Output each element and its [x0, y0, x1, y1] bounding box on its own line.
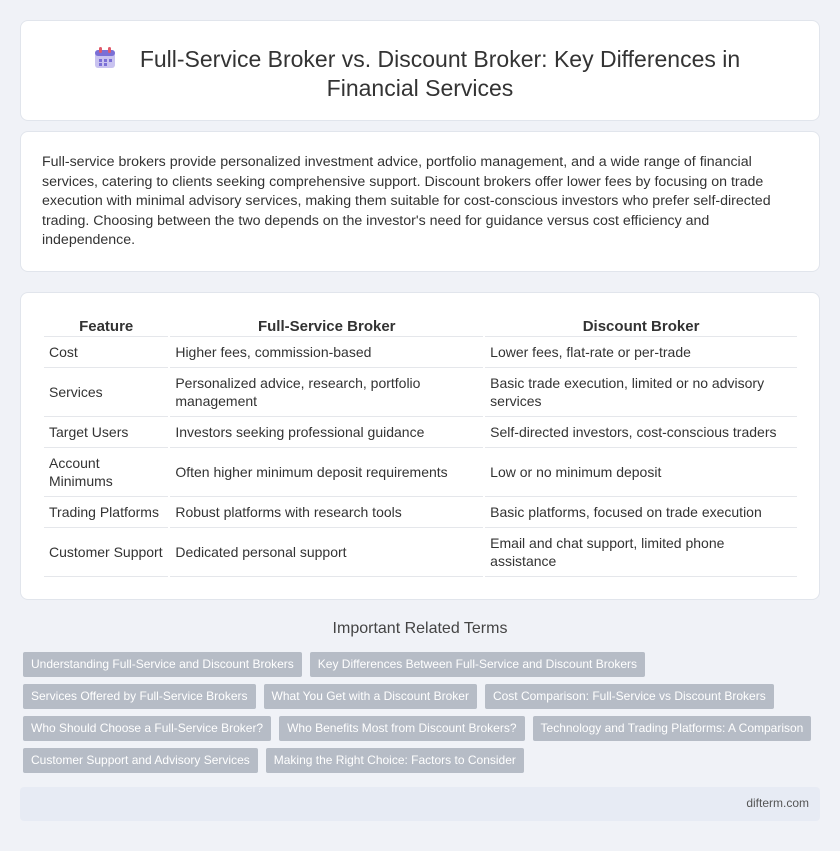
discount-cell: Low or no minimum deposit — [485, 448, 797, 497]
related-term-tag[interactable]: Key Differences Between Full-Service and Discount Brokers — [310, 652, 645, 677]
related-term-tag[interactable]: What You Get with a Discount Broker — [264, 684, 477, 709]
discount-cell: Basic trade execution, limited or no advisory services — [485, 368, 797, 417]
related-term-tag[interactable]: Making the Right Choice: Factors to Consider — [266, 748, 524, 773]
intro-card — [20, 131, 820, 272]
discount-cell: Lower fees, flat-rate or per-trade — [485, 337, 797, 368]
table-row — [44, 337, 797, 368]
feature-cell: Account Minimums — [44, 448, 168, 497]
full-service-cell: Dedicated personal support — [170, 528, 483, 577]
discount-cell: Email and chat support, limited phone assistance — [485, 528, 797, 577]
table-row — [44, 448, 797, 497]
feature-cell: Target Users — [44, 417, 168, 448]
table-row — [44, 368, 797, 417]
related-term-tag[interactable]: Technology and Trading Platforms: A Comparison — [533, 716, 812, 741]
related-terms-heading: Important Related Terms — [332, 620, 508, 637]
page-title: Full-Service Broker vs. Discount Broker: Key Differences in Financial Services — [139, 46, 741, 101]
site-name[interactable]: difterm.com — [746, 796, 809, 810]
related-term-tag[interactable]: Who Should Choose a Full-Service Broker? — [23, 716, 271, 741]
related-term-tag[interactable]: Understanding Full-Service and Discount Brokers — [23, 652, 302, 677]
feature-cell: Cost — [44, 337, 168, 368]
feature-cell: Customer Support — [44, 528, 168, 577]
table-row — [44, 528, 797, 577]
related-term-tag[interactable]: Services Offered by Full-Service Brokers — [23, 684, 256, 709]
discount-cell: Self-directed investors, cost-conscious traders — [485, 417, 797, 448]
table-header-row — [44, 315, 797, 337]
related-terms-list — [23, 652, 823, 780]
related-term-tag[interactable]: Cost Comparison: Full-Service vs Discount Brokers — [485, 684, 774, 709]
related-term-tag[interactable]: Who Benefits Most from Discount Brokers? — [279, 716, 524, 741]
comparison-card — [20, 292, 820, 600]
table-row — [44, 417, 797, 448]
header-discount: Discount Broker — [485, 315, 797, 337]
full-service-cell: Robust platforms with research tools — [170, 497, 483, 528]
header-card — [20, 20, 820, 121]
full-service-cell: Personalized advice, research, portfolio management — [170, 368, 483, 417]
discount-cell: Basic platforms, focused on trade execution — [485, 497, 797, 528]
header-feature: Feature — [44, 315, 168, 337]
header-full-service: Full-Service Broker — [170, 315, 483, 337]
full-service-cell: Higher fees, commission-based — [170, 337, 483, 368]
footer — [20, 787, 820, 821]
intro-paragraph: Full-service brokers provide personalized investment advice, portfolio management, and a wide range of financial services, catering to clients seeking comprehensive support. Discount brokers offer lower fees by focusing on trade execution with minimal advisory services, making them suitable for cost-conscious investors who prefer self-directed trading. Choosing between the two depends on the investor's need for guidance versus cost efficiency and independence. — [42, 154, 771, 249]
feature-cell: Trading Platforms — [44, 497, 168, 528]
comparison-table — [42, 315, 799, 577]
related-term-tag[interactable]: Customer Support and Advisory Services — [23, 748, 258, 773]
feature-cell: Services — [44, 368, 168, 417]
full-service-cell: Investors seeking professional guidance — [170, 417, 483, 448]
full-service-cell: Often higher minimum deposit requirements — [170, 448, 483, 497]
table-row — [44, 497, 797, 528]
